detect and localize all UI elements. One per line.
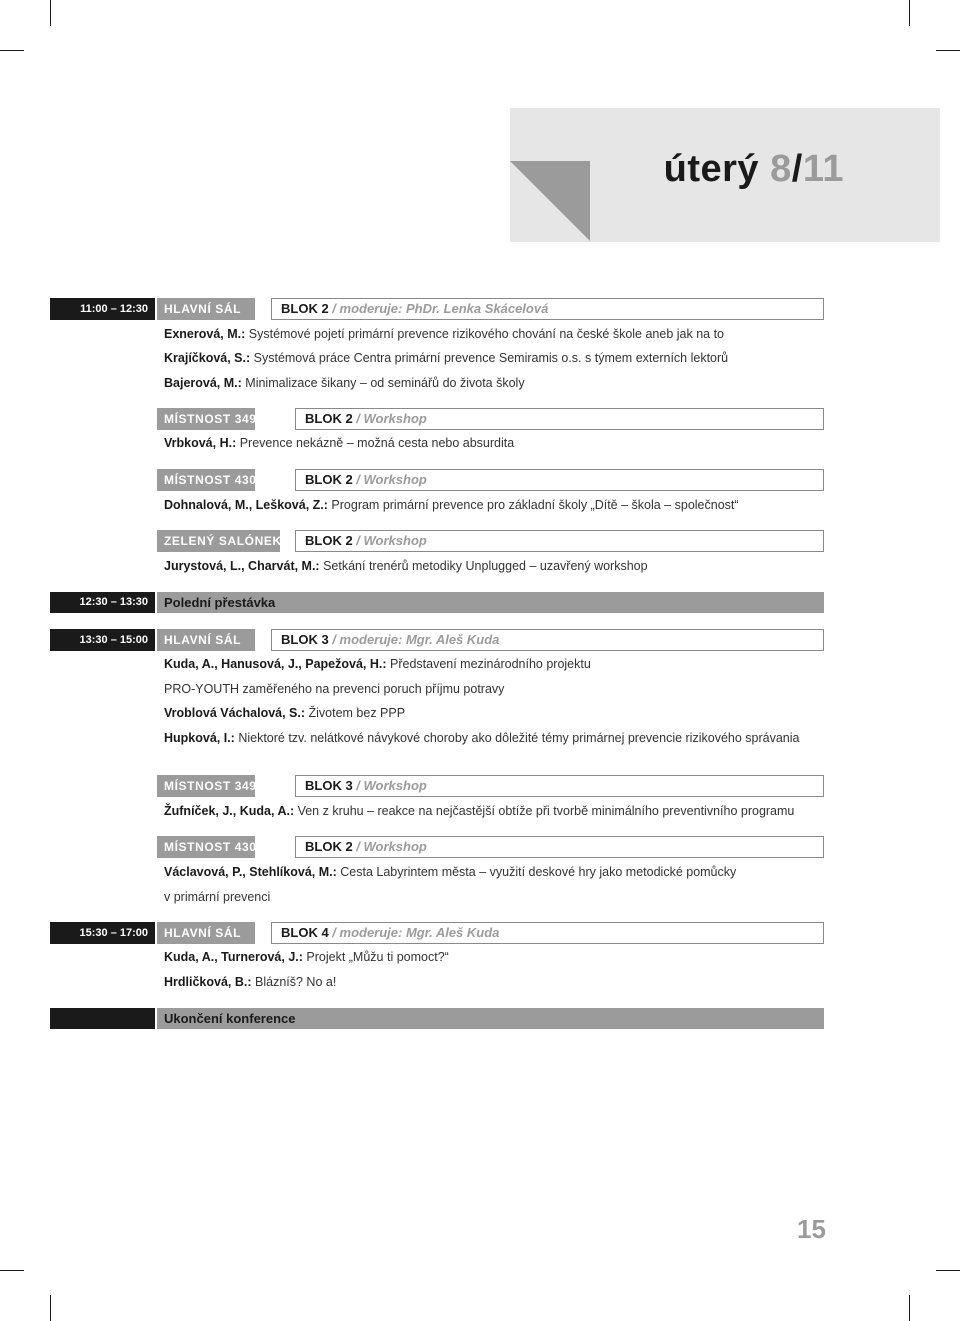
room-label: MÍSTNOST 430 (157, 836, 255, 858)
talk-title: PRO-YOUTH zaměřeného na prevenci poruch příjmu potravy (164, 682, 505, 696)
blok-header (271, 922, 824, 944)
talk-item (164, 326, 724, 342)
crop-mark (909, 0, 910, 26)
crop-mark (909, 1295, 910, 1321)
page-title (664, 148, 844, 191)
talk-title: Životem bez PPP (305, 706, 406, 720)
page-number: 15 (797, 1214, 826, 1244)
talk-authors: Václavová, P., Stehlíková, M.: (164, 865, 337, 879)
talk-authors: Jurystová, L., Charvát, M.: (164, 559, 320, 573)
crop-mark (936, 1270, 960, 1271)
talk-authors: Hrdličková, B.: (164, 975, 252, 989)
session-time: 11:00 – 12:30 (50, 298, 155, 320)
talk-item (164, 435, 514, 451)
talk-authors: Hupková, I.: (164, 731, 235, 745)
crop-mark (50, 1295, 51, 1321)
session-time: 13:30 – 15:00 (50, 629, 155, 651)
talk-authors: Vrbková, H.: (164, 436, 237, 450)
crop-mark (0, 1270, 24, 1271)
talk-item (164, 375, 525, 391)
talk-item (164, 803, 794, 819)
talk-item (164, 656, 591, 672)
room-label: HLAVNÍ SÁL (157, 629, 255, 651)
talk-item (164, 949, 449, 965)
talk-item (164, 705, 405, 721)
blok-moderator: / moderuje: PhDr. Lenka Skácelová (328, 301, 549, 316)
talk-authors: Kuda, A., Hanusová, J., Papežová, H.: (164, 657, 387, 671)
day-name: úterý (663, 148, 760, 190)
blok-header (295, 775, 824, 797)
talk-item (164, 864, 736, 880)
header-fold-decoration (510, 161, 590, 241)
room-label: MÍSTNOST 349 (157, 408, 255, 430)
end-time-block (50, 1008, 155, 1029)
blok-header (295, 408, 824, 430)
blok-type: / Workshop (352, 839, 427, 854)
talk-authors: Dohnalová, M., Lešková, Z.: (164, 498, 328, 512)
blok-moderator: / moderuje: Mgr. Aleš Kuda (328, 925, 500, 940)
talk-authors: Kuda, A., Turnerová, J.: (164, 950, 303, 964)
talk-title: Systémové pojetí primární prevence rizikového chování na české škole aneb jak na to (245, 327, 725, 341)
room-label: HLAVNÍ SÁL (157, 922, 255, 944)
talk-title: Představení mezinárodního projektu (386, 657, 591, 671)
room-label: HLAVNÍ SÁL (157, 298, 255, 320)
talk-title: Minimalizace šikany – od seminářů do života školy (241, 376, 525, 390)
blok-title: BLOK 3 (305, 778, 353, 793)
date-month: 11 (802, 148, 844, 190)
room-label: ZELENÝ SALÓNEK (157, 530, 280, 552)
talk-title: Systémová práce Centra primární prevence Semiramis o.s. s týmem externích lektorů (250, 351, 729, 365)
blok-header (295, 469, 824, 491)
blok-title: BLOK 2 (305, 839, 353, 854)
blok-moderator: / moderuje: Mgr. Aleš Kuda (328, 632, 500, 647)
talk-title: Projekt „Můžu ti pomoct?“ (302, 950, 449, 964)
talk-authors: Exnerová, M.: (164, 327, 246, 341)
blok-title: BLOK 2 (305, 411, 353, 426)
crop-mark (0, 50, 24, 51)
blok-type: / Workshop (352, 533, 427, 548)
talk-title: Blázníš? No a! (251, 975, 337, 989)
blok-title: BLOK 2 (305, 533, 353, 548)
room-label: MÍSTNOST 349 (157, 775, 255, 797)
end-band: Ukončení konference (157, 1008, 824, 1029)
talk-item-continuation: v primární prevenci (164, 890, 271, 904)
blok-type: / Workshop (352, 472, 427, 487)
crop-mark (936, 50, 960, 51)
talk-title: Cesta Labyrintem města – využití deskové hry jako metodické pomůcky (336, 865, 737, 879)
blok-type: / Workshop (352, 778, 427, 793)
blok-type: / Workshop (352, 411, 427, 426)
talk-title: Prevence nekázně – možná cesta nebo absurdita (236, 436, 515, 450)
talk-item (164, 730, 799, 746)
blok-header (295, 836, 824, 858)
talk-title: Ven z kruhu – reakce na nejčastější obtíže při tvorbě minimálního preventivního programu (294, 804, 795, 818)
talk-item (164, 497, 739, 513)
blok-title: BLOK 4 (281, 925, 329, 940)
blok-header (271, 629, 824, 651)
blok-header (295, 530, 824, 552)
date-day: 8 (770, 148, 792, 190)
talk-item (164, 974, 336, 990)
talk-authors: Vroblová Váchalová, S.: (164, 706, 306, 720)
talk-item (164, 681, 504, 697)
talk-authors: Žufníček, J., Kuda, A.: (164, 804, 295, 818)
talk-title: Program primární prevence pro základní školy „Dítě – škola – společnost“ (327, 498, 739, 512)
crop-mark (50, 0, 51, 26)
blok-title: BLOK 3 (281, 632, 329, 647)
talk-item (164, 350, 728, 366)
talk-authors: Krajíčková, S.: (164, 351, 251, 365)
blok-header (271, 298, 824, 320)
room-label: MÍSTNOST 430 (157, 469, 255, 491)
talk-title: Niektoré tzv. nelátkové návykové choroby ako dôležité témy primárnej prevencie rizikového správania (234, 731, 800, 745)
break-time: 12:30 – 13:30 (50, 592, 155, 613)
blok-title: BLOK 2 (305, 472, 353, 487)
blok-title: BLOK 2 (281, 301, 329, 316)
break-band: Polední přestávka (157, 592, 824, 613)
date-separator: / (791, 148, 803, 190)
talk-item (164, 558, 648, 574)
talk-title: Setkání trenérů metodiky Unplugged – uzavřený workshop (319, 559, 648, 573)
talk-authors: Bajerová, M.: (164, 376, 242, 390)
session-time: 15:30 – 17:00 (50, 922, 155, 944)
